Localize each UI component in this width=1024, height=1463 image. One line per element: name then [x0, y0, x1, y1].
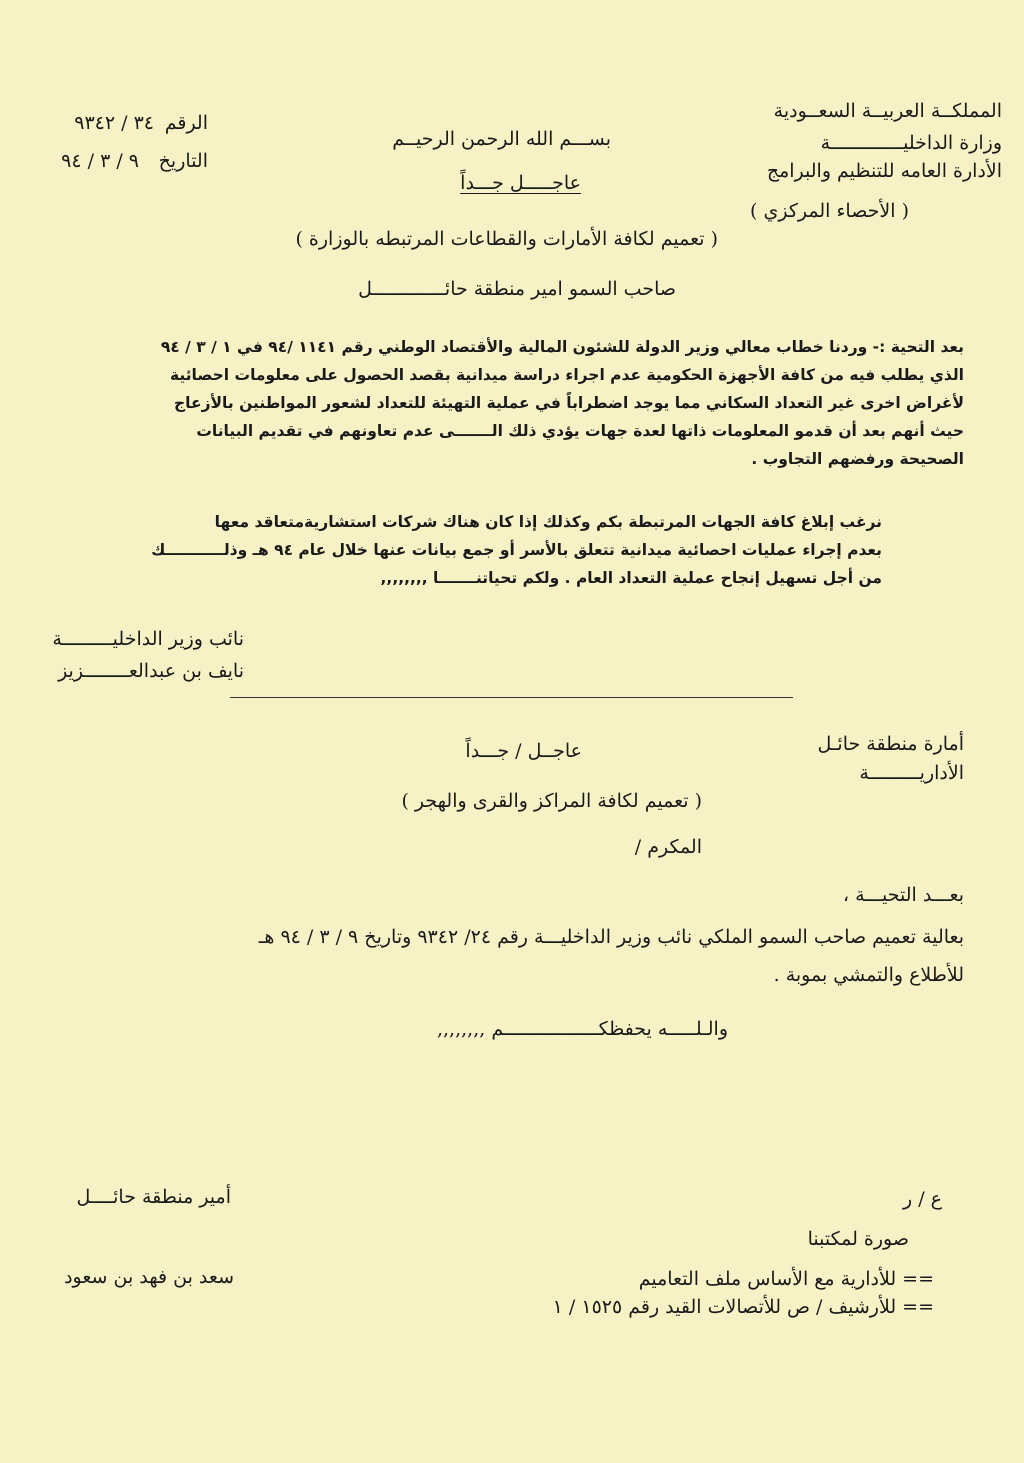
body-line: من أجل تسهيل إنجاح عملية التعداد العام . ولكم تحياتنـــــــا ,,,,,,,,: [380, 569, 882, 587]
section-divider: [230, 697, 793, 698]
header-department: الأدارة العامه للتنظيم والبرامج: [766, 160, 1002, 182]
body-line: لأغراض اخرى غير التعداد السكاني مما يوجد اضطراباً في عملية التهيئة للتعداد لشعور المواطنين بالأزعاج: [174, 394, 964, 412]
greeting: بعـــد التحيـــة ،: [842, 884, 964, 906]
header-kingdom: المملكــة العربيــة السعــودية: [773, 100, 1002, 122]
signer-title: أمير منطقة حائــــل: [76, 1186, 231, 1208]
signer-name: سعد بن فهد بن سعود: [64, 1266, 234, 1288]
sender-office: أمارة منطقة حائـل: [817, 733, 964, 755]
signature-name: نايف بن عبدالعــــــــزيز: [58, 660, 244, 682]
header-ministry: وزارة الداخليـــــــــــــة: [820, 132, 1002, 154]
reference-code: ع / ر: [903, 1188, 942, 1210]
body-line: نرغب إبلاغ كافة الجهات المرتبطة بكم وكذلك إذا كان هناك شركات استشاريةمتعاقد معها: [214, 513, 882, 531]
body-line: الصحيحة ورفضهم التجاوب .: [751, 450, 964, 468]
closing: والـلـــــه يحفظكـــــــــــــــــم ,,,,,,,,: [436, 1018, 728, 1040]
copy-label: صورة لمكتبنا: [807, 1228, 909, 1250]
urgent-heading-2: عاجــل / جـــداً: [465, 740, 582, 762]
body2-line: بعالية تعميم صاحب السمو الملكي نائب وزير الداخليـــة رقم ٢٤/ ٩٣٤٢ وتاريخ ٩ / ٣ / ٩٤ هـ: [258, 926, 964, 948]
copy-line: == للأرشيف / ص للأتصالات القيد رقم ١٥٢٥ / ١: [552, 1296, 934, 1318]
number-value: ٣٤ / ٩٣٤٢: [74, 112, 154, 134]
body-line: بعدم إجراء عمليات احصائية ميدانية تتعلق بالأسر أو جمع بيانات عنها خلال عام ٩٤ هـ وذلـــــــــــك: [151, 541, 882, 559]
date-value: ٩ / ٣ / ٩٤: [61, 150, 139, 172]
addressee-2: المكرم /: [634, 836, 702, 858]
circular-heading: ( تعميم لكافة الأمارات والقطاعات المرتبطه بالوزارة ): [295, 228, 718, 250]
number-label: الرقم: [164, 112, 208, 134]
body-line: بعد التحية :- وردنا خطاب معالي وزير الدولة للشئون المالية والأقتصاد الوطني رقم ١١٤١ /٩٤ في ١ / ٣ / ٩٤: [160, 338, 964, 356]
copy-line: == للأدارية مع الأساس ملف التعاميم: [638, 1268, 934, 1290]
urgent-heading: عاجـــــل جـــداً: [460, 172, 581, 194]
basmala: بســـم الله الرحمن الرحيــم: [392, 128, 611, 150]
body-line: حيث أنهم بعد أن قدمو المعلومات ذاتها لعدة جهات يؤدي ذلك الـــــــى عدم تعاونهم في تقديم البيانات: [196, 422, 964, 440]
sender-department: الأداريـــــــــة: [859, 762, 964, 784]
addressee: صاحب السمو امير منطقة حائـــــــــــــل: [358, 278, 676, 300]
signature-title: نائب وزير الداخليـــــــــة: [52, 628, 244, 650]
date-label: التاريخ: [158, 150, 208, 172]
circular-heading-2: ( تعميم لكافة المراكز والقرى والهجر ): [401, 790, 702, 812]
header-statistics: ( الأحصاء المركزي ): [750, 200, 909, 222]
body2-line: للأطلاع والتمشي بموبة .: [773, 964, 964, 986]
body-line: الذي يطلب فيه من كافة الأجهزة الحكومية عدم اجراء دراسة ميدانية بقصد الحصول على معلومات احصائية: [170, 366, 964, 384]
